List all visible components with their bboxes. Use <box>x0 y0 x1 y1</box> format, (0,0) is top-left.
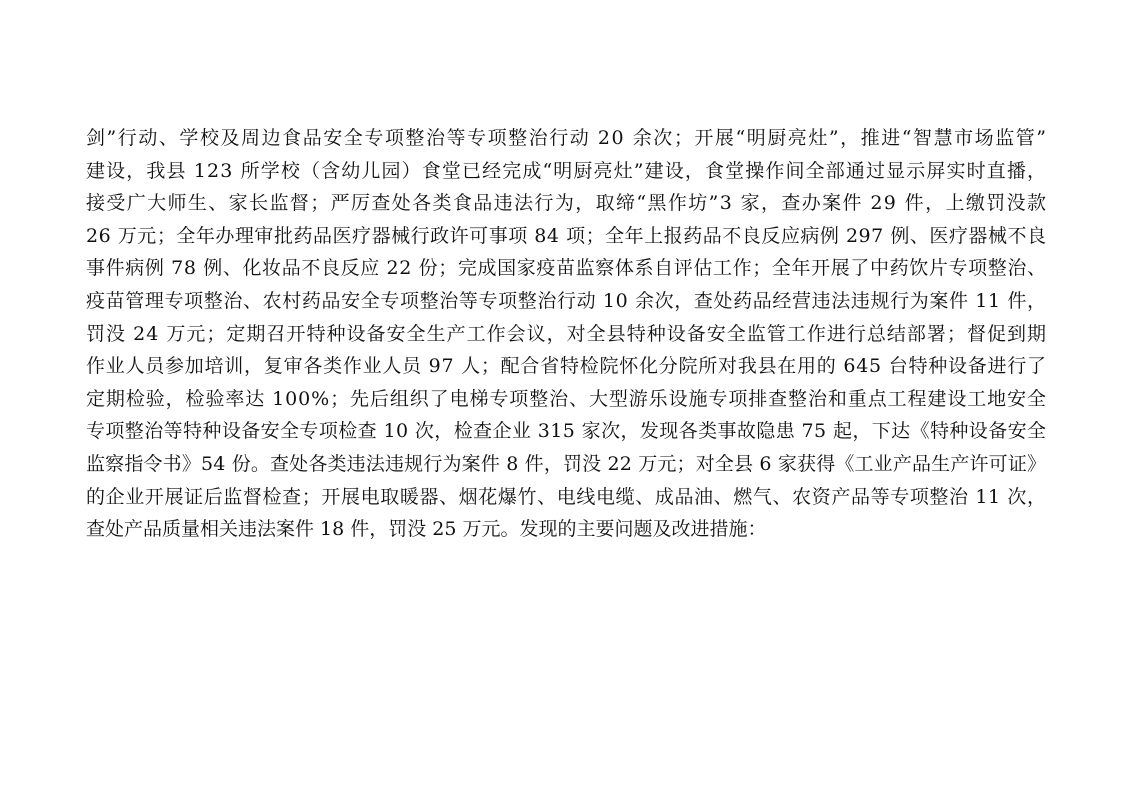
text-line: 查处产品质量相关违法案件 18 件，罚没 25 万元。发现的主要问题及改进措施： <box>86 518 767 541</box>
text-line: 定期检验，检验率达 100%；先后组织了电梯专项整治、大型游乐设施专项排查整治和重点工程建设工地安全 <box>86 387 1047 410</box>
text-line: 监察指令书》54 份。查处各类违法违规行为案件 8 件，罚没 22 万元；对全县 6 家获得《工业产品生产许可证》 <box>86 452 1047 475</box>
text-line: 建设，我县 123 所学校（含幼儿园）食堂已经完成“明厨亮灶”建设，食堂操作间全部通过显示屏实时直播， <box>86 159 1048 182</box>
text-line: 26 万元；全年办理审批药品医疗器械行政许可事项 84 项；全年上报药品不良反应病例 297 例、医疗器械不良 <box>86 224 1047 247</box>
text-line: 事件病例 78 例、化妆品不良反应 22 份；完成国家疫苗监察体系自评估工作；全年开展了中药饮片专项整治、 <box>86 257 1047 280</box>
text-line: 剑”行动、学校及周边食品安全专项整治等专项整治行动 20 余次；开展“明厨亮灶”，推进“智慧市场监管” <box>86 127 1048 149</box>
text-line: 专项整治等特种设备安全专项检查 10 次，检查企业 315 家次，发现各类事故隐患 75 起，下达《特种设备安全 <box>86 420 1047 443</box>
text-line: 接受广大师生、家长监督；严厉查处各类食品违法行为，取缔“黑作坊”3 家，查办案件 29 件，上缴罚没款 <box>86 192 1048 215</box>
text-line: 作业人员参加培训，复审各类作业人员 97 人；配合省特检院怀化分院所对我县在用的 645 台特种设备进行了 <box>86 355 1047 378</box>
text-line: 的企业开展证后监督检查；开展电取暖器、烟花爆竹、电线电缆、成品油、燃气、农资产品等专项整治 11 次， <box>86 485 1047 508</box>
document-body <box>86 122 1046 546</box>
text-line: 疫苗管理专项整治、农村药品安全专项整治等专项整治行动 10 余次，查处药品经营违法违规行为案件 11 件， <box>86 289 1047 312</box>
text-line: 罚没 24 万元；定期召开特种设备安全生产工作会议，对全县特种设备安全监管工作进行总结部署；督促到期 <box>86 322 1048 345</box>
